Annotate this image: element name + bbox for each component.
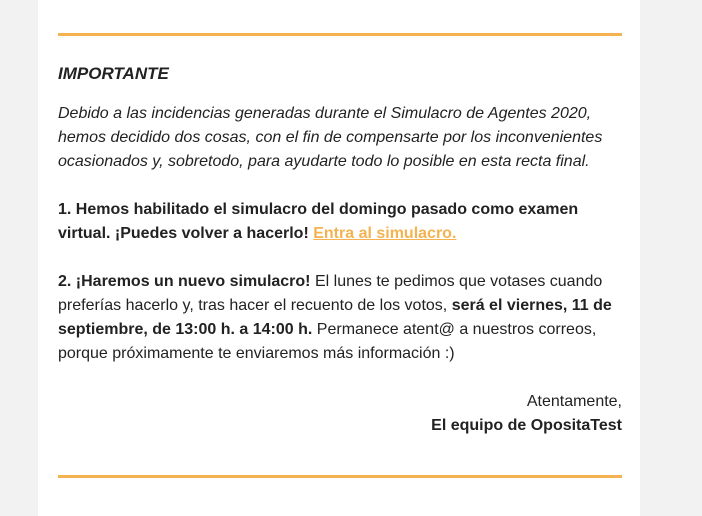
point-1-paragraph xyxy=(58,198,622,246)
heading: IMPORTANTE xyxy=(58,64,169,83)
bottom-divider xyxy=(58,475,622,478)
point-2-date: será el viernes, 11 de septiembre, de 13:00 h. a 14:00 h. xyxy=(58,297,612,338)
intro-paragraph: Debido a las incidencias generadas durante el Simulacro de Agentes 2020, hemos decidido dos cosas, con el fin de compensarte por los inconvenientes ocasionados y, sobretodo, para ayudarte todo lo posible en esta recta final. xyxy=(58,105,603,170)
email-body xyxy=(58,62,622,438)
team-signature: El equipo de OpositaTest xyxy=(431,417,622,434)
point-2-title: 2. ¡Haremos un nuevo simulacro! xyxy=(58,273,311,290)
point-2-text-a: El lunes te pedimos que votases cuando preferías hacerlo y, tras hacer el recuento de los votos, xyxy=(58,273,603,314)
point-1-text: 1. Hemos habilitado el simulacro del domingo pasado como examen virtual. ¡Puedes volver a hacerlo! xyxy=(58,201,579,242)
simulacro-link[interactable]: Entra al simulacro. xyxy=(313,225,457,242)
closing: Atentamente, xyxy=(526,393,622,410)
point-2-text-b: Permanece atent@ a nuestros correos, porque próximamente te enviaremos más información :) xyxy=(58,321,597,362)
email-card xyxy=(38,0,640,516)
signoff xyxy=(58,390,622,438)
point-2-paragraph xyxy=(58,270,622,366)
top-divider xyxy=(58,33,622,36)
